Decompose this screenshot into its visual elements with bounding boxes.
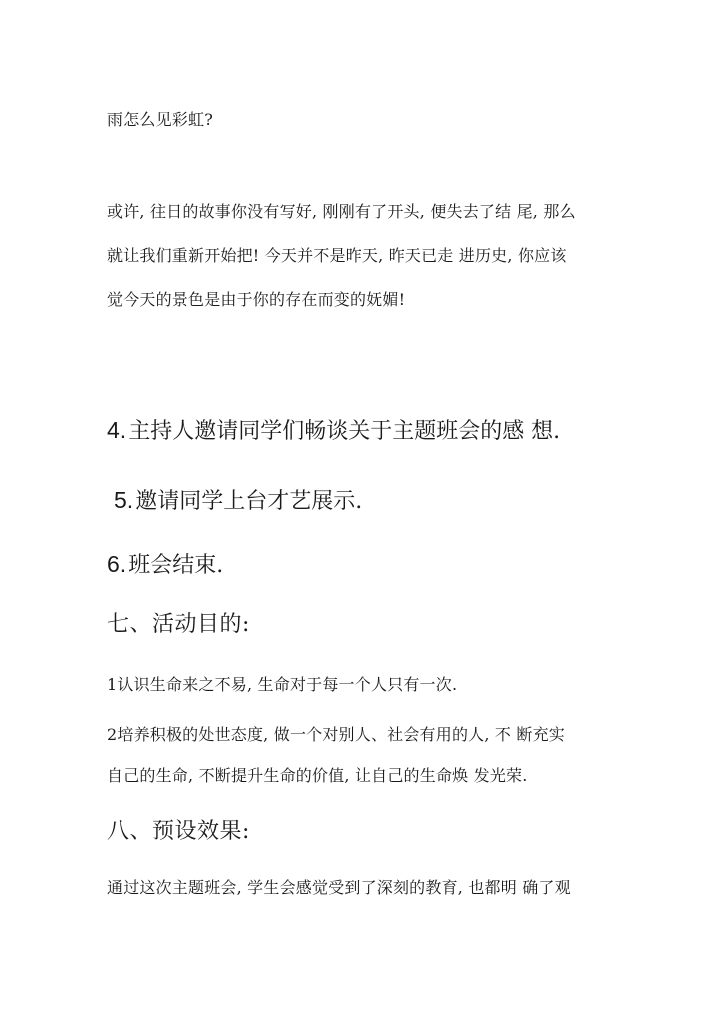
step-5 bbox=[114, 489, 362, 513]
paragraph-line: 或许, 往日的故事你没有写好, 刚刚有了开头, 便失去了结 尾, 那么 bbox=[107, 202, 576, 221]
step-text: 邀请同学上台才艺展示. bbox=[135, 489, 363, 514]
paragraph-line: 1认识生命来之不易, 生命对于每一个人只有一次. bbox=[107, 675, 458, 694]
paragraph-line: 就让我们重新开始把! 今天并不是昨天, 昨天已走 进历史, 你应该 bbox=[107, 246, 567, 265]
paragraph-line: 通过这次主题班会, 学生会感觉受到了深刻的教育, 也都明 确了观 bbox=[107, 878, 571, 897]
paragraph-line: 2培养积极的处世态度, 做一个对别人、社会有用的人, 不 断充实 bbox=[107, 725, 566, 744]
section-heading: 八、预设效果: bbox=[107, 819, 250, 844]
step-number: 6. bbox=[107, 551, 127, 577]
paragraph-line: 自己的生命, 不断提升生命的价值, 让自己的生命焕 发光荣. bbox=[107, 766, 528, 785]
step-number: 4. bbox=[107, 417, 127, 443]
section-heading: 七、活动目的: bbox=[107, 612, 250, 637]
step-text: 班会结束. bbox=[128, 553, 224, 578]
step-6 bbox=[107, 553, 223, 577]
paragraph-line: 雨怎么见彩虹? bbox=[107, 110, 213, 129]
step-number: 5. bbox=[114, 487, 134, 513]
paragraph-line: 觉今天的景色是由于你的存在而变的妩媚! bbox=[107, 290, 406, 309]
step-4 bbox=[107, 419, 560, 443]
step-text: 主持人邀请同学们畅谈关于主题班会的感 想. bbox=[128, 419, 561, 444]
